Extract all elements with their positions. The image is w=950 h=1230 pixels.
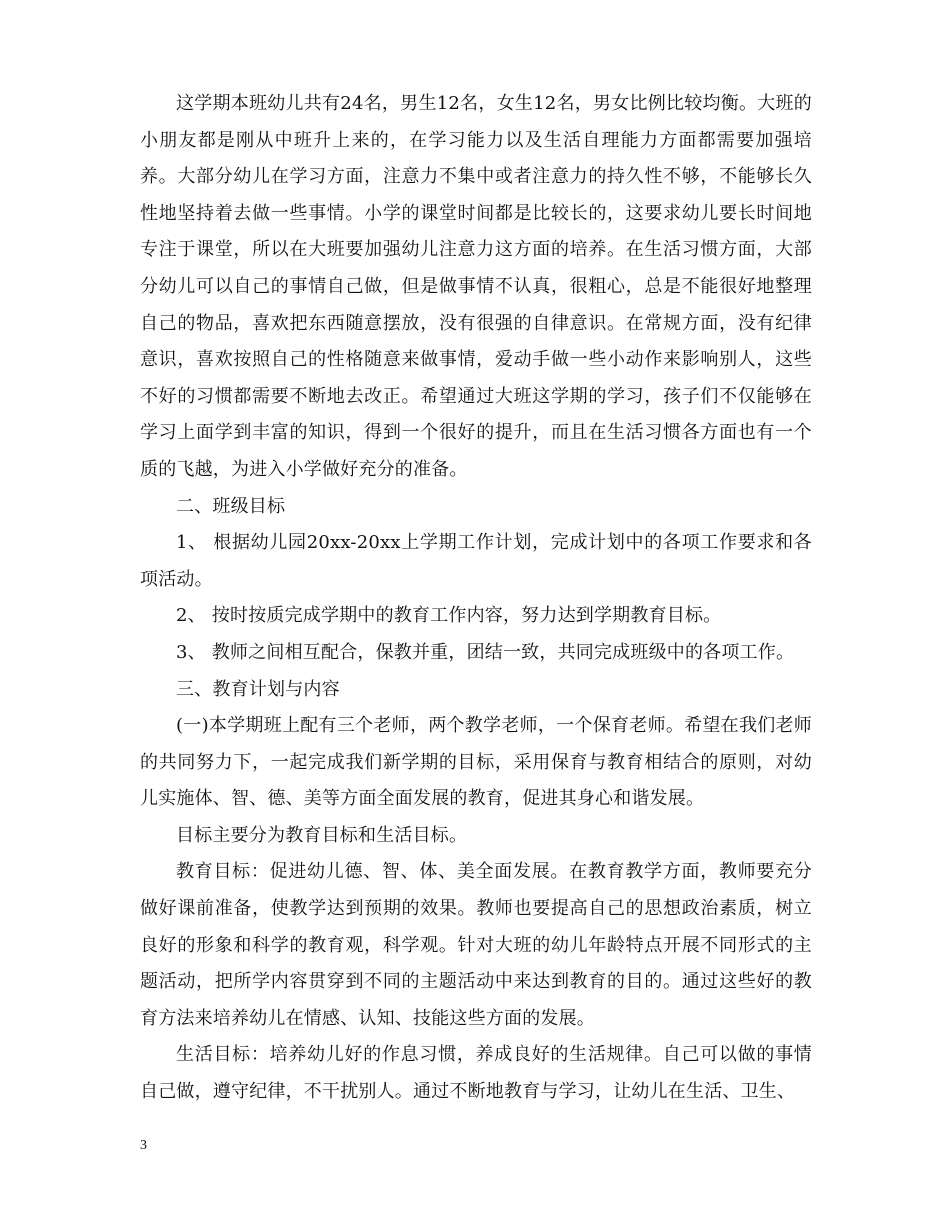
goal-item-2: 2、 按时按质完成学期中的教育工作内容，努力达到学期教育目标。 — [176, 605, 722, 627]
goal-item-3: 3、 教师之间相互配合，保教并重，团结一致，共同完成班级中的各项工作。 — [176, 641, 795, 663]
paragraph-goal-types: 目标主要分为教育目标和生活目标。 — [176, 824, 468, 846]
paragraph-teachers: (一)本学期班上配有三个老师，两个教学老师，一个保育老师。希望在我们老师的共同努力下，一起完成我们新学期的目标，采用保育与教育相结合的原则，对幼儿实施体、智、德、美等方面全面发展的教育，促进其身心和谐发展。 — [140, 715, 812, 810]
document-body — [140, 86, 812, 1111]
paragraph-education-goal: 教育目标：促进幼儿德、智、体、美全面发展。在教育教学方面，教师要充分做好课前准备，使教学达到预期的效果。教师也要提高自己的思想政治素质，树立良好的形象和科学的教育观，科学观。针对大班的幼儿年龄特点开展不同形式的主题活动，把所学内容贯穿到不同的主题活动中来达到教育的目的。通过这些好的教育方法来培养幼儿在情感、认知、技能这些方面的发展。 — [140, 861, 812, 1029]
paragraph-class-overview: 这学期本班幼儿共有24名，男生12名，女生12名，男女比例比较均衡。大班的小朋友都是刚从中班升上来的，在学习能力以及生活自理能力方面都需要加强培养。大部分幼儿在学习方面，注意力不集中或者注意力的持久性不够，不能够长久性地坚持着去做一些事情。小学的课堂时间都是比较长的，这要求幼儿要长时间地专注于课堂，所以在大班要加强幼儿注意力这方面的培养。在生活习惯方面，大部分幼儿可以自己的事情自己做，但是做事情不认真，很粗心，总是不能很好地整理自己的物品，喜欢把东西随意摆放，没有很强的自律意识。在常规方面，没有纪律意识，喜欢按照自己的性格随意来做事情，爱动手做一些小动作来影响别人，这些不好的习惯都需要不断地去改正。希望通过大班这学期的学习，孩子们不仅能够在学习上面学到丰富的知识，得到一个很好的提升，而且在生活习惯各方面也有一个质的飞越，为进入小学做好充分的准备。 — [140, 93, 812, 480]
goal-item-1: 1、 根据幼儿园20xx-20xx上学期工作计划，完成计划中的各项工作要求和各项活动。 — [140, 532, 812, 590]
paragraph-life-goal: 生活目标：培养幼儿好的作息习惯，养成良好的生活规律。自己可以做的事情自己做，遵守纪律，不干扰别人。通过不断地教育与学习，让幼儿在生活、卫生、 — [140, 1044, 812, 1103]
page-number: 3 — [140, 1138, 147, 1153]
heading-class-goals: 二、班级目标 — [176, 495, 286, 517]
heading-education-plan: 三、教育计划与内容 — [176, 678, 340, 700]
